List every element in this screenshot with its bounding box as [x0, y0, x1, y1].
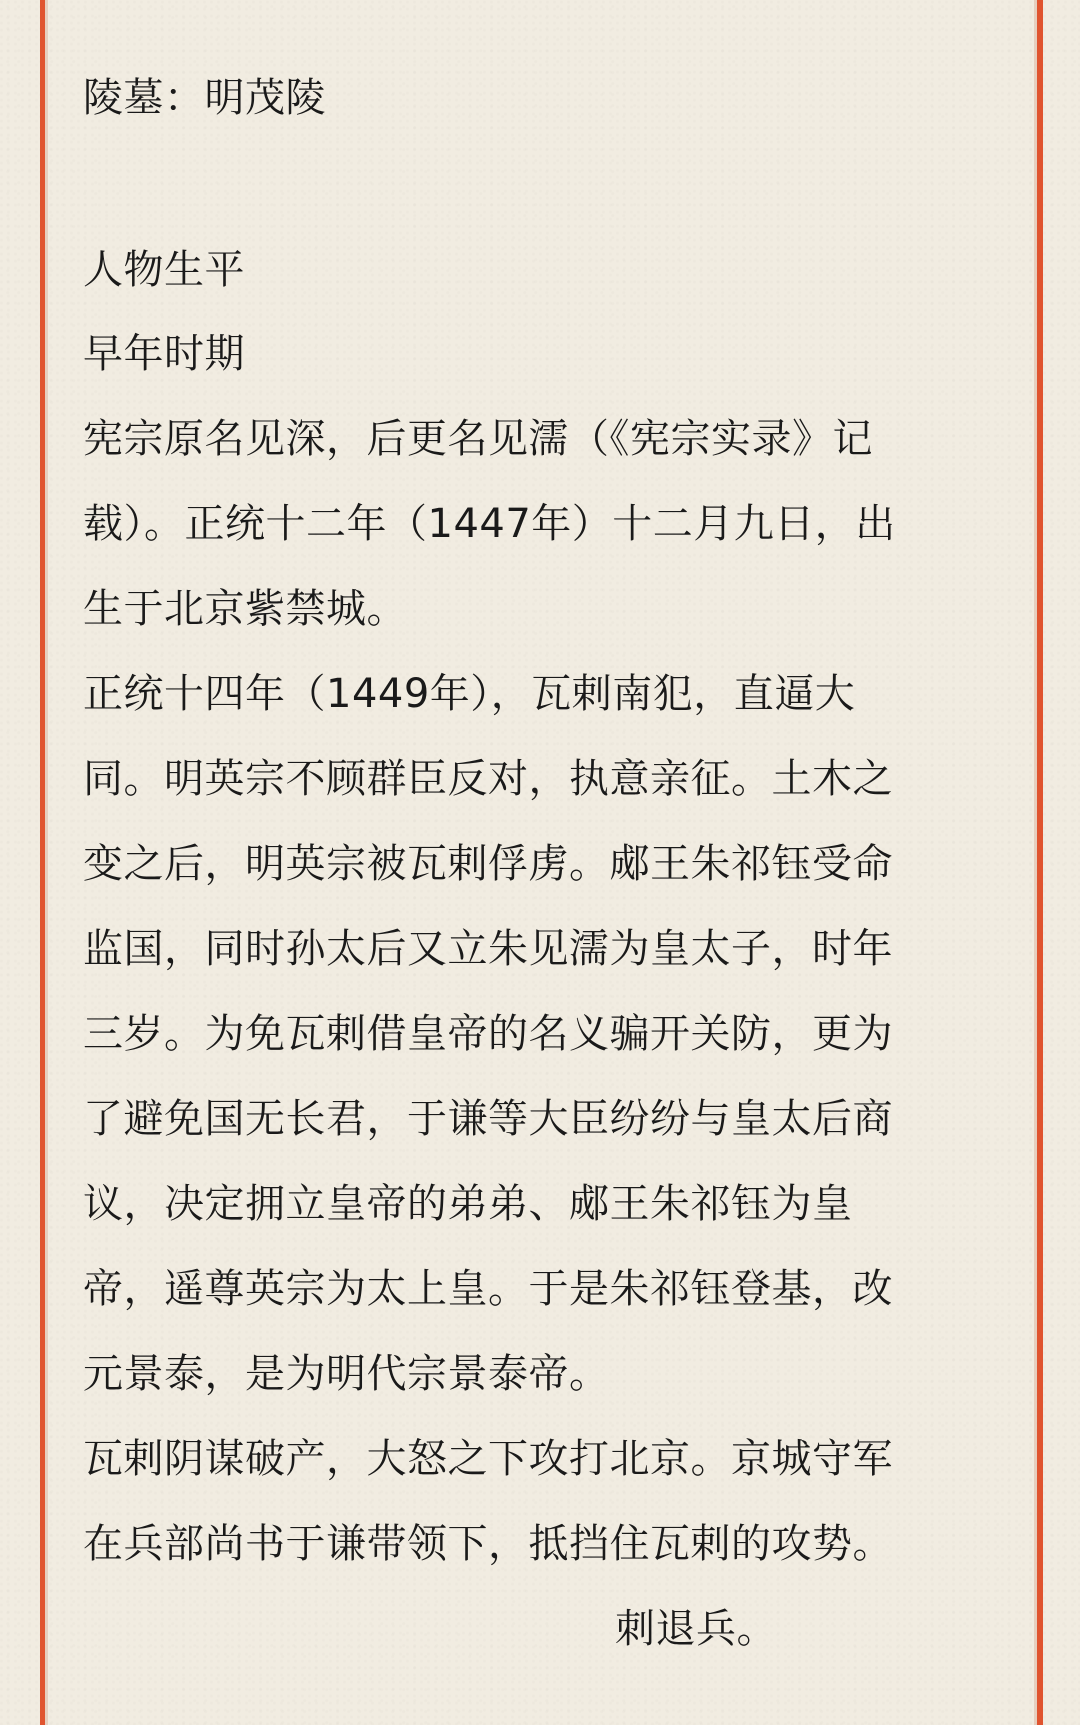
- paragraph-line: 议，决定拥立皇帝的弟弟、郕王朱祁钰为皇: [83, 1181, 853, 1227]
- paragraph-line: 同。明英宗不顾群臣反对，执意亲征。土木之: [83, 756, 893, 802]
- paragraph-line: 正统十四年（1449年），瓦剌南犯，直逼大: [83, 671, 856, 717]
- tomb-line: 陵墓：明茂陵: [83, 75, 326, 121]
- right-red-border: [1037, 0, 1043, 1725]
- paragraph-line: 了避免国无长君，于谦等大臣纷纷与皇太后商: [83, 1096, 893, 1142]
- section-heading: 人物生平: [83, 247, 245, 293]
- paragraph-line: 宪宗原名见深，后更名见濡（《宪宗实录》记: [83, 416, 873, 462]
- paragraph-line: 瓦剌阴谋破产，大怒之下攻打北京。京城守军: [83, 1436, 893, 1482]
- subsection-heading: 早年时期: [83, 331, 245, 377]
- paragraph-line: 在兵部尚书于谦带领下，抵挡住瓦剌的攻势。: [83, 1521, 893, 1567]
- paragraph-line: 生于北京紫禁城。: [83, 586, 407, 632]
- paragraph-line: 三岁。为免瓦剌借皇帝的名义骗开关防，更为: [83, 1011, 893, 1057]
- left-border-shade: [45, 0, 48, 1725]
- paragraph-line: 变之后，明英宗被瓦剌俘虏。郕王朱祁钰受命: [83, 841, 893, 887]
- paragraph-line: 帝，遥尊英宗为太上皇。于是朱祁钰登基，改: [83, 1266, 893, 1312]
- paragraph-line-partial: 刺退兵。: [615, 1606, 777, 1652]
- paragraph-line: 载）。正统十二年（1447年）十二月九日，出: [83, 501, 896, 547]
- paragraph-line: 元景泰，是为明代宗景泰帝。: [83, 1351, 610, 1397]
- paragraph-line: 监国，同时孙太后又立朱见濡为皇太子，时年: [83, 926, 893, 972]
